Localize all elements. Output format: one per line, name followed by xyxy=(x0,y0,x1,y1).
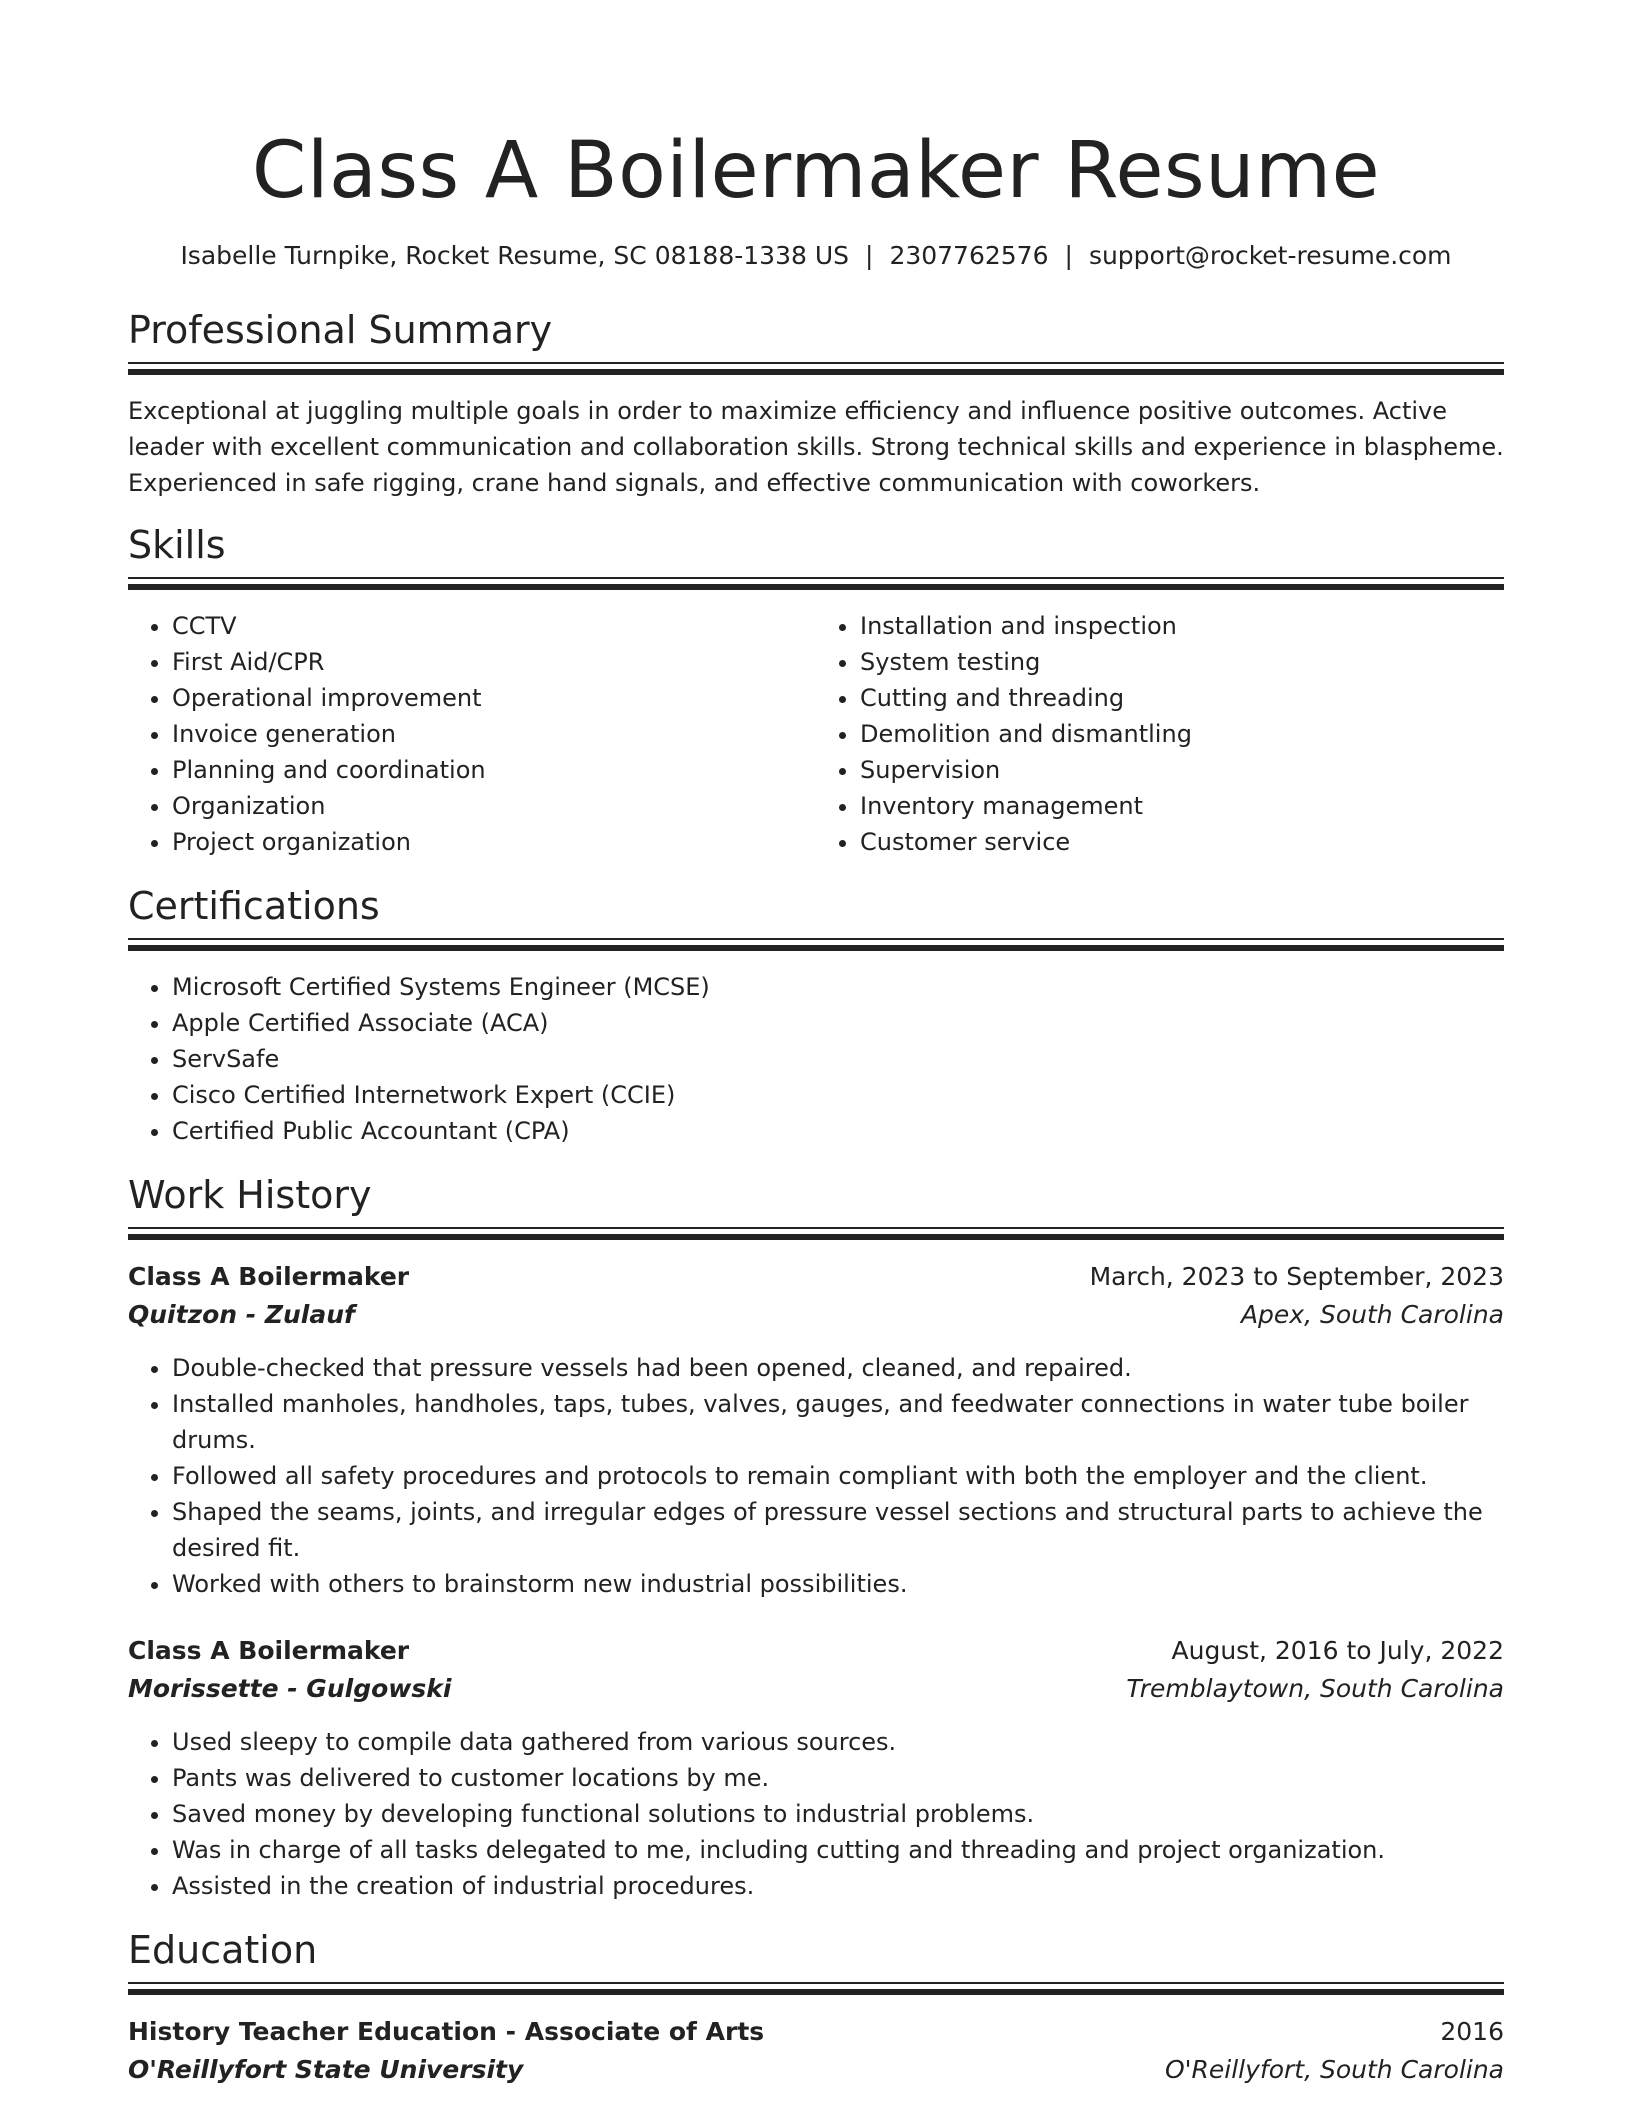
summary-section xyxy=(128,306,1504,501)
skill-item: • Cutting and threading xyxy=(860,680,1504,716)
job-dates: March, 2023 to September, 2023 xyxy=(1089,1262,1504,1291)
job-bullet: • Worked with others to brainstorm new industrial possibilities. xyxy=(172,1566,1504,1602)
certification-item: • Microsoft Certified Systems Engineer (MCSE) xyxy=(172,969,1504,1005)
certifications-list xyxy=(128,969,1504,1149)
contact-separator: | xyxy=(1064,241,1073,270)
certification-item: • Apple Certified Associate (ACA) xyxy=(172,1005,1504,1041)
section-heading-skills: Skills xyxy=(128,523,226,567)
contact-phone: 2307762576 xyxy=(889,241,1049,270)
skills-column-left xyxy=(128,608,816,860)
education-header-row xyxy=(128,2013,1504,2051)
job-location: Apex, South Carolina xyxy=(1240,1300,1504,1329)
section-divider xyxy=(128,577,1504,594)
job-company: Morissette - Gulgowski xyxy=(128,1674,452,1703)
skills-list-right xyxy=(816,608,1504,860)
job-subheader-row xyxy=(128,1670,1504,1708)
job-bullet: • Pants was delivered to customer locations by me. xyxy=(172,1760,1504,1796)
job-header-row xyxy=(128,1632,1504,1670)
job-bullet: • Used sleepy to compile data gathered from various sources. xyxy=(172,1724,1504,1760)
job-bullet: • Double-checked that pressure vessels had been opened, cleaned, and repaired. xyxy=(172,1350,1504,1386)
section-heading-certifications: Certifications xyxy=(128,884,380,928)
certification-item: • Certified Public Accountant (CPA) xyxy=(172,1113,1504,1149)
skill-item: • Supervision xyxy=(860,752,1504,788)
job-bullets xyxy=(128,1724,1504,1904)
contact-address: Isabelle Turnpike, Rocket Resume, SC 08188-1338 US xyxy=(180,241,849,270)
education-location: O'Reillyfort, South Carolina xyxy=(1164,2055,1504,2084)
job-bullet: • Installed manholes, handholes, taps, tubes, valves, gauges, and feedwater connections in water tube boiler drums. xyxy=(172,1386,1504,1458)
job-bullets xyxy=(128,1350,1504,1602)
certification-item: • Cisco Certified Internetwork Expert (CCIE) xyxy=(172,1077,1504,1113)
job-title: Class A Boilermaker xyxy=(128,1636,410,1665)
skill-item: • Operational improvement xyxy=(172,680,816,716)
section-divider xyxy=(128,938,1504,955)
skill-item: • System testing xyxy=(860,644,1504,680)
job-bullet: • Was in charge of all tasks delegated to me, including cutting and threading and project organization. xyxy=(172,1832,1504,1868)
section-divider xyxy=(128,362,1504,379)
skill-item: • Customer service xyxy=(860,824,1504,860)
education-degree: History Teacher Education - Associate of Arts xyxy=(128,2017,765,2046)
job-bullet: • Followed all safety procedures and protocols to remain compliant with both the employer and the client. xyxy=(172,1458,1504,1494)
work-history-section xyxy=(128,1171,1504,1904)
job-dates: August, 2016 to July, 2022 xyxy=(1171,1636,1504,1665)
contact-email[interactable]: support@rocket-resume.com xyxy=(1088,241,1452,270)
skill-item: • Organization xyxy=(172,788,816,824)
section-divider xyxy=(128,1227,1504,1244)
skills-column-right xyxy=(816,608,1504,860)
section-heading-education: Education xyxy=(128,1928,318,1972)
job-bullet: • Assisted in the creation of industrial procedures. xyxy=(172,1868,1504,1904)
skill-item: • First Aid/CPR xyxy=(172,644,816,680)
skill-item: • Planning and coordination xyxy=(172,752,816,788)
job-subheader-row xyxy=(128,1296,1504,1334)
section-heading-work-history: Work History xyxy=(128,1173,372,1217)
section-heading-summary: Professional Summary xyxy=(128,308,553,352)
skill-item: • Installation and inspection xyxy=(860,608,1504,644)
job-header-row xyxy=(128,1258,1504,1296)
job-entry xyxy=(128,1258,1504,1602)
summary-text: Exceptional at juggling multiple goals in order to maximize efficiency and influence positive outcomes. Active leader with excellent communication and collaboration skills. Strong technical skills and experience in blaspheme. Experienced in safe rigging, crane hand signals, and effective communication with coworkers. xyxy=(128,397,1504,497)
job-entry xyxy=(128,1632,1504,1904)
certifications-section xyxy=(128,882,1504,1149)
skills-section xyxy=(128,521,1504,860)
job-title: Class A Boilermaker xyxy=(128,1262,410,1291)
education-subheader-row xyxy=(128,2051,1504,2089)
section-divider xyxy=(128,1982,1504,1999)
education-section xyxy=(128,1926,1504,2089)
contact-line xyxy=(128,240,1504,272)
skills-list-left xyxy=(128,608,816,860)
job-bullet: • Shaped the seams, joints, and irregular edges of pressure vessel sections and structural parts to achieve the desired fit. xyxy=(172,1494,1504,1566)
education-entry xyxy=(128,2013,1504,2089)
skill-item: • Invoice generation xyxy=(172,716,816,752)
education-year: 2016 xyxy=(1440,2017,1504,2046)
skill-item: • CCTV xyxy=(172,608,816,644)
skill-item: • Demolition and dismantling xyxy=(860,716,1504,752)
job-company: Quitzon - Zulauf xyxy=(128,1300,355,1329)
skill-item: • Project organization xyxy=(172,824,816,860)
resume-title: Class A Boilermaker Resume xyxy=(251,126,1381,216)
contact-separator: | xyxy=(865,241,874,270)
education-school: O'Reillyfort State University xyxy=(128,2055,524,2084)
job-location: Tremblaytown, South Carolina xyxy=(1126,1674,1504,1703)
skill-item: • Inventory management xyxy=(860,788,1504,824)
certification-item: • ServSafe xyxy=(172,1041,1504,1077)
job-bullet: • Saved money by developing functional solutions to industrial problems. xyxy=(172,1796,1504,1832)
skills-columns xyxy=(128,608,1504,860)
